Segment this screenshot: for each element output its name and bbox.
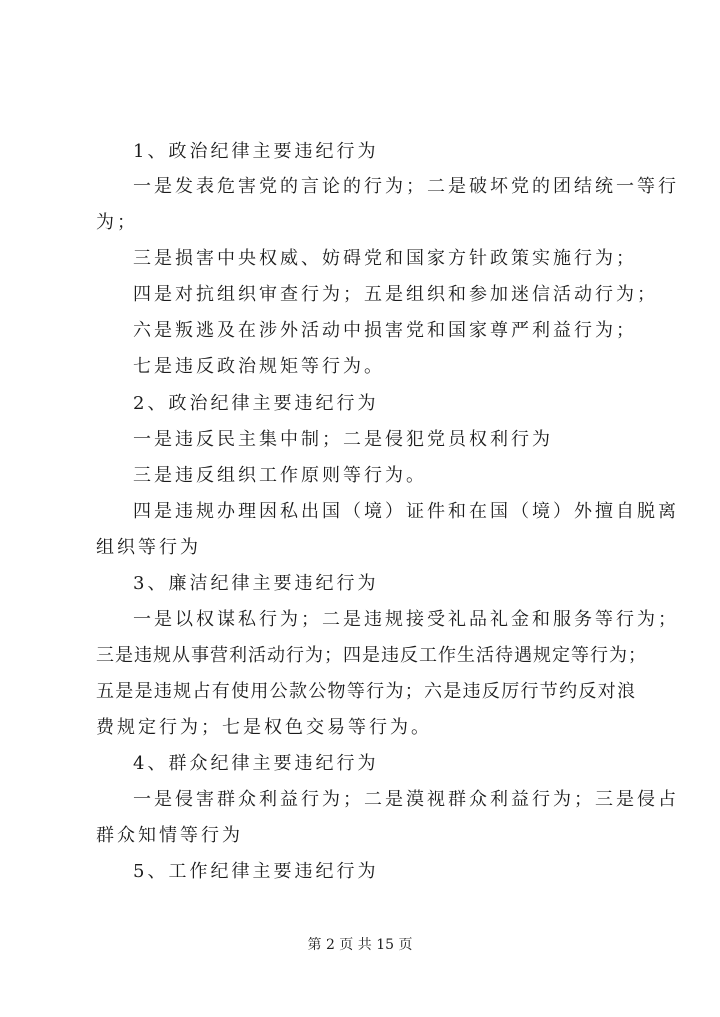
- paragraph-line: 三是损害中央权威、妨碍党和国家方针政策实施行为；: [133, 248, 637, 269]
- paragraph-line: 为；: [96, 212, 138, 233]
- paragraph-line: 费规定行为；七是权色交易等行为。: [96, 717, 432, 738]
- paragraph-line: 群众知情等行为: [96, 825, 243, 846]
- paragraph-line: 七是违反政治规矩等行为。: [133, 356, 385, 377]
- paragraph-line: 一是违反民主集中制；二是侵犯党员权利行为: [133, 429, 553, 450]
- paragraph-line: 四是违规办理因私出国（境）证件和在国（境）外擅自脱离: [133, 501, 679, 522]
- paragraph-line: 三是违反组织工作原则等行为。: [133, 465, 427, 486]
- paragraph-line: 六是叛逃及在涉外活动中损害党和国家尊严利益行为；: [133, 320, 637, 341]
- section-heading-1: 1、政治纪律主要违纪行为: [133, 141, 379, 162]
- section-heading-3: 3、廉洁纪律主要违纪行为: [133, 573, 379, 594]
- paragraph-line: 五是是违规占有使用公款公物等行为；六是违反厉行节约反对浪: [96, 681, 636, 702]
- paragraph-line: 四是对抗组织审查行为；五是组织和参加迷信活动行为；: [133, 284, 658, 305]
- section-heading-2: 2、政治纪律主要违纪行为: [133, 393, 379, 414]
- paragraph-line: 一是发表危害党的言论的行为；二是破坏党的团结统一等行: [133, 176, 679, 197]
- paragraph-line: 组织等行为: [96, 537, 201, 558]
- section-heading-4: 4、群众纪律主要违纪行为: [133, 753, 379, 774]
- paragraph-line: 一是以权谋私行为；二是违规接受礼品礼金和服务等行为；: [133, 609, 679, 630]
- section-heading-5: 5、工作纪律主要违纪行为: [133, 861, 379, 882]
- page-number-footer: 第 2 页 共 15 页: [307, 937, 413, 953]
- paragraph-line: 一是侵害群众利益行为；二是漠视群众利益行为；三是侵占: [133, 789, 679, 810]
- paragraph-line: 三是违规从事营利活动行为；四是违反工作生活待遇规定等行为；: [96, 645, 647, 666]
